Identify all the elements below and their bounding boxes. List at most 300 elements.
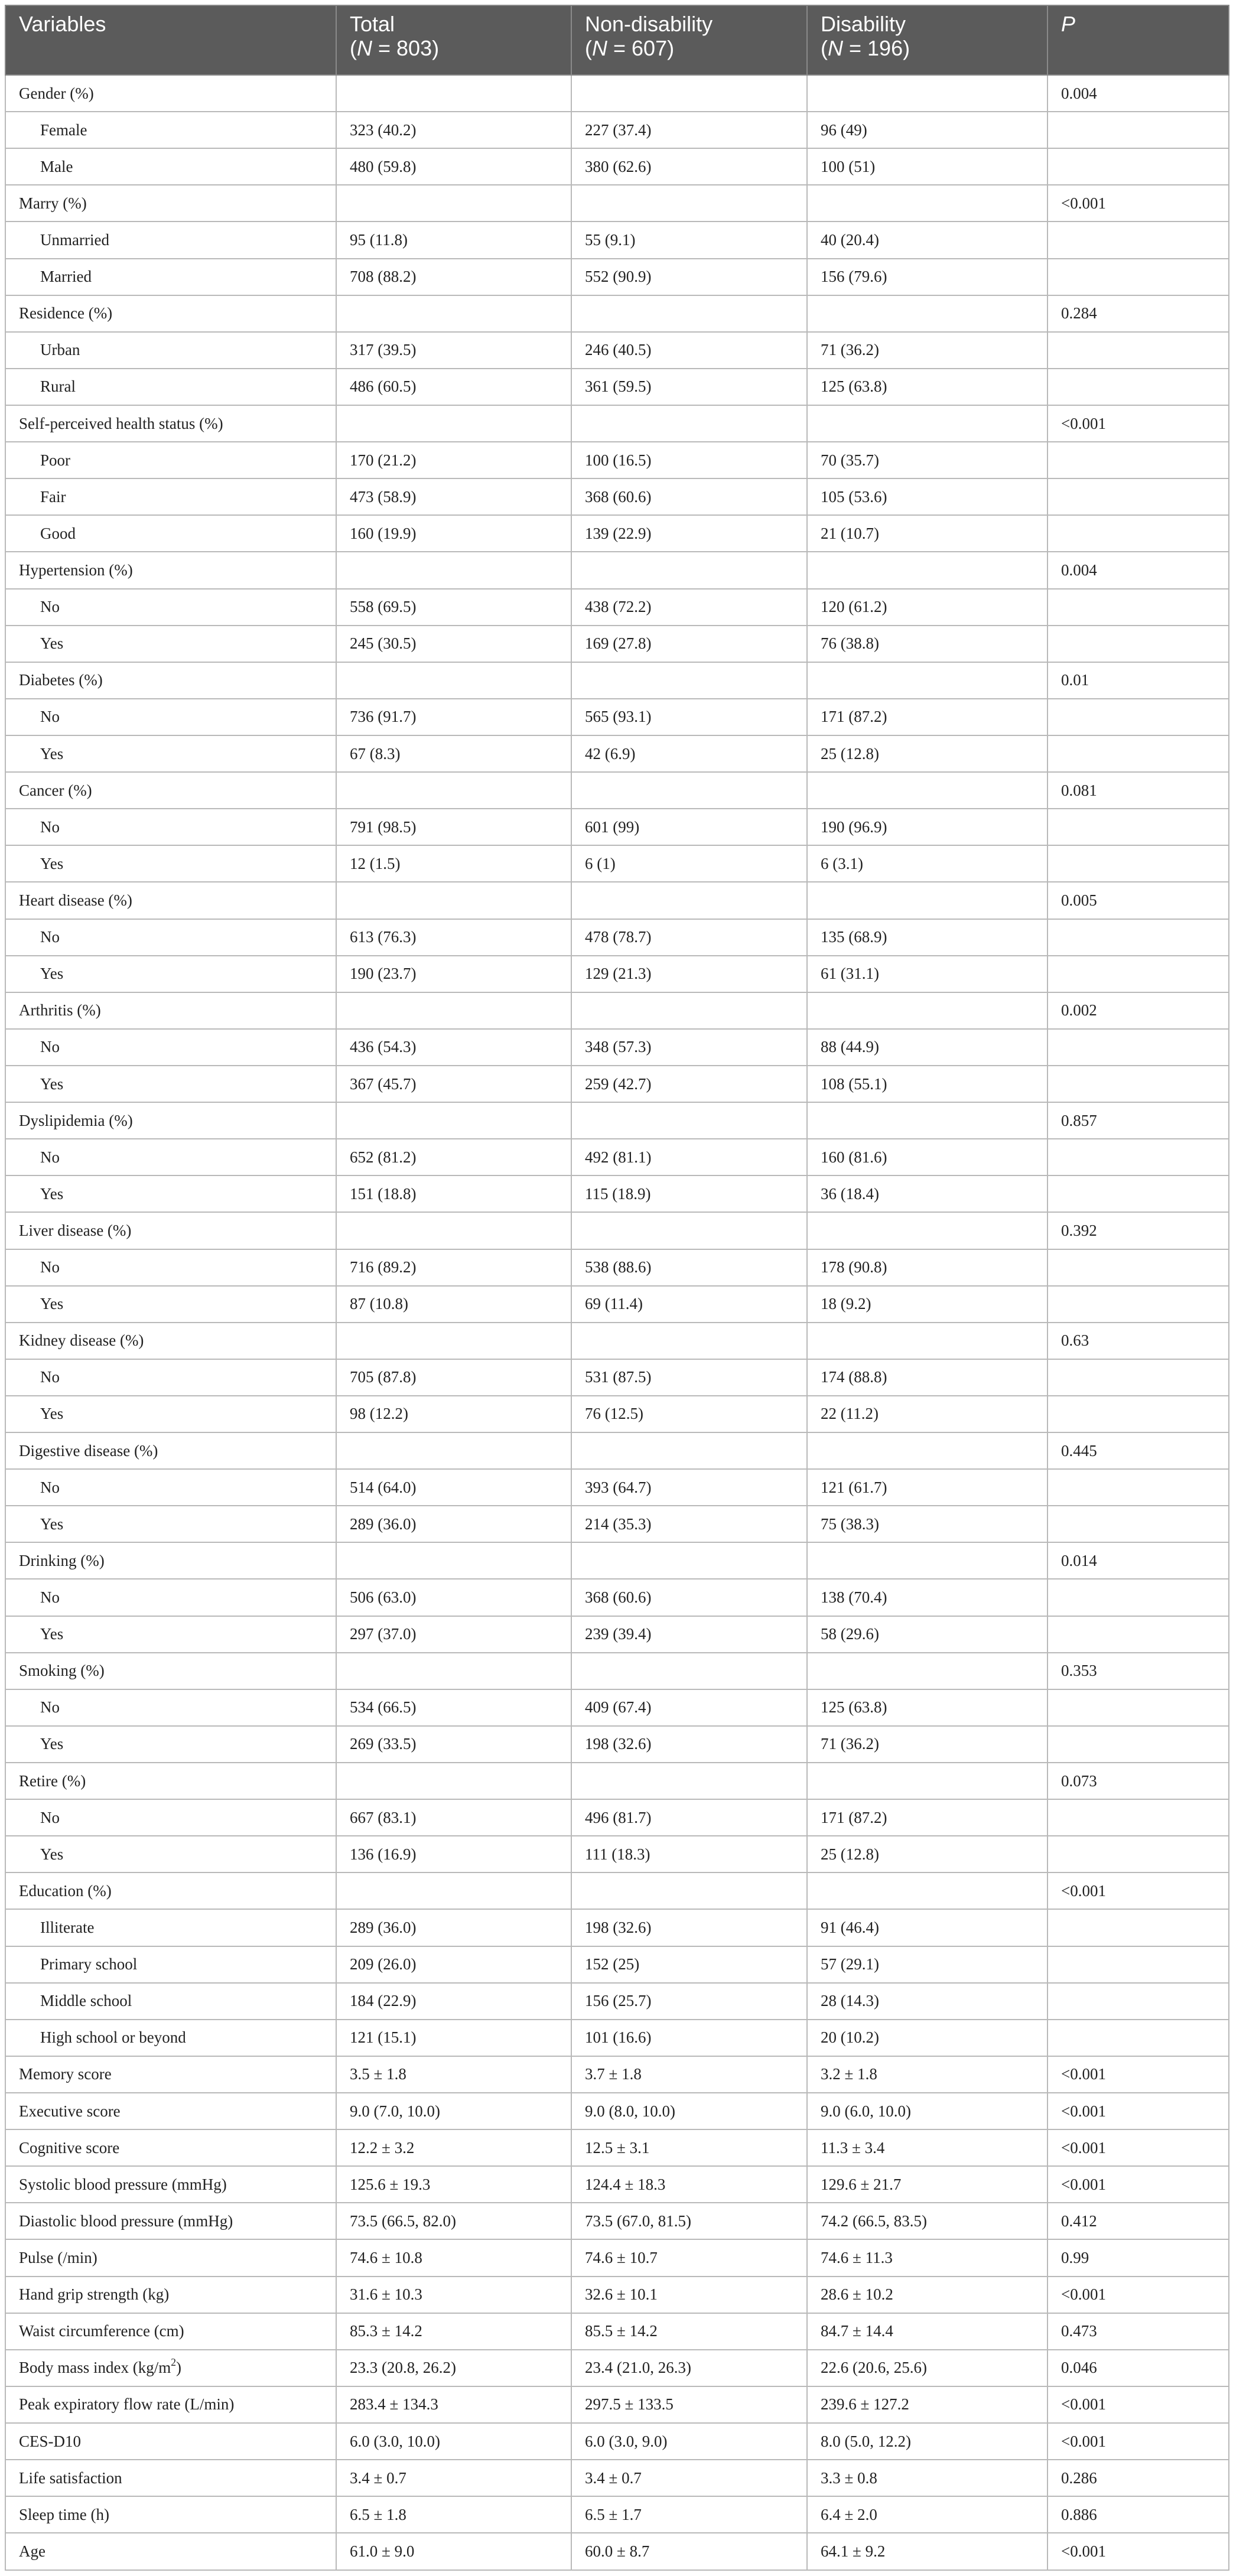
table-row bbox=[5, 405, 1229, 442]
p-value-cell: 0.353 bbox=[1047, 1653, 1229, 1689]
nondisability-cell: 111 (18.3) bbox=[571, 1836, 807, 1872]
nondisability-cell: 198 (32.6) bbox=[571, 1909, 807, 1946]
disability-cell: 6 (3.1) bbox=[807, 845, 1047, 882]
table-row bbox=[5, 185, 1229, 222]
p-value-cell bbox=[1047, 1579, 1229, 1616]
total-cell bbox=[336, 552, 571, 588]
total-cell bbox=[336, 1542, 571, 1579]
table-row bbox=[5, 809, 1229, 845]
total-cell: 6.0 (3.0, 10.0) bbox=[336, 2423, 571, 2460]
disability-cell: 22.6 (20.6, 25.6) bbox=[807, 2350, 1047, 2386]
disability-cell bbox=[807, 1323, 1047, 1359]
table-row bbox=[5, 1946, 1229, 1983]
nondisability-cell: 129 (21.3) bbox=[571, 956, 807, 992]
table-row bbox=[5, 1432, 1229, 1469]
p-value-cell bbox=[1047, 1175, 1229, 1212]
total-cell: 209 (26.0) bbox=[336, 1946, 571, 1983]
table-row bbox=[5, 478, 1229, 515]
total-cell: 289 (36.0) bbox=[336, 1506, 571, 1542]
disability-cell: 9.0 (6.0, 10.0) bbox=[807, 2093, 1047, 2129]
disability-cell bbox=[807, 1653, 1047, 1689]
nondisability-cell: 478 (78.7) bbox=[571, 919, 807, 956]
total-cell: 73.5 (66.5, 82.0) bbox=[336, 2203, 571, 2239]
disability-cell: 178 (90.8) bbox=[807, 1249, 1047, 1286]
total-cell: 9.0 (7.0, 10.0) bbox=[336, 2093, 571, 2129]
disability-cell: 105 (53.6) bbox=[807, 478, 1047, 515]
disability-cell: 156 (79.6) bbox=[807, 259, 1047, 295]
variable-cell: Fair bbox=[5, 478, 336, 515]
p-value-cell: <0.001 bbox=[1047, 2166, 1229, 2203]
disability-cell: 91 (46.4) bbox=[807, 1909, 1047, 1946]
variable-cell: Peak expiratory flow rate (L/min) bbox=[5, 2386, 336, 2423]
nondisability-cell: 297.5 ± 133.5 bbox=[571, 2386, 807, 2423]
table-row bbox=[5, 2166, 1229, 2203]
table-row bbox=[5, 1323, 1229, 1359]
p-value-cell: 0.046 bbox=[1047, 2350, 1229, 2386]
disability-cell: 129.6 ± 21.7 bbox=[807, 2166, 1047, 2203]
disability-cell: 96 (49) bbox=[807, 112, 1047, 148]
table-row bbox=[5, 1653, 1229, 1689]
disability-cell: 76 (38.8) bbox=[807, 626, 1047, 662]
p-value-cell bbox=[1047, 112, 1229, 148]
nondisability-cell: 348 (57.3) bbox=[571, 1029, 807, 1066]
variable-cell: Smoking (%) bbox=[5, 1653, 336, 1689]
disability-cell: 75 (38.3) bbox=[807, 1506, 1047, 1542]
p-value-cell: <0.001 bbox=[1047, 405, 1229, 442]
p-value-cell: 0.284 bbox=[1047, 295, 1229, 332]
p-value-cell bbox=[1047, 1726, 1229, 1763]
total-cell: 506 (63.0) bbox=[336, 1579, 571, 1616]
table-row bbox=[5, 992, 1229, 1029]
total-cell bbox=[336, 1102, 571, 1139]
p-value-cell bbox=[1047, 1286, 1229, 1323]
variable-cell: Kidney disease (%) bbox=[5, 1323, 336, 1359]
disability-cell: 25 (12.8) bbox=[807, 735, 1047, 772]
variable-cell: Illiterate bbox=[5, 1909, 336, 1946]
total-cell: 613 (76.3) bbox=[336, 919, 571, 956]
table-row bbox=[5, 295, 1229, 332]
variable-cell: No bbox=[5, 1139, 336, 1175]
total-cell: 151 (18.8) bbox=[336, 1175, 571, 1212]
table-row bbox=[5, 1763, 1229, 1799]
disability-cell bbox=[807, 405, 1047, 442]
table-row bbox=[5, 75, 1229, 112]
disability-cell bbox=[807, 1872, 1047, 1909]
table-row bbox=[5, 2203, 1229, 2239]
disability-cell bbox=[807, 1212, 1047, 1249]
p-value-cell bbox=[1047, 809, 1229, 845]
total-cell: 67 (8.3) bbox=[336, 735, 571, 772]
table-row bbox=[5, 845, 1229, 882]
nondisability-cell: 380 (62.6) bbox=[571, 148, 807, 185]
table-row bbox=[5, 1616, 1229, 1653]
nondisability-cell: 531 (87.5) bbox=[571, 1359, 807, 1396]
p-value-cell bbox=[1047, 735, 1229, 772]
table-row bbox=[5, 332, 1229, 369]
disability-cell: 100 (51) bbox=[807, 148, 1047, 185]
variable-cell: Poor bbox=[5, 442, 336, 478]
p-value-cell: 0.014 bbox=[1047, 1542, 1229, 1579]
table-row bbox=[5, 369, 1229, 405]
variable-cell: Yes bbox=[5, 956, 336, 992]
total-cell: 323 (40.2) bbox=[336, 112, 571, 148]
total-cell: 160 (19.9) bbox=[336, 515, 571, 552]
total-cell: 558 (69.5) bbox=[336, 589, 571, 626]
table-row bbox=[5, 699, 1229, 735]
variable-cell: Male bbox=[5, 148, 336, 185]
nondisability-cell: 139 (22.9) bbox=[571, 515, 807, 552]
total-cell bbox=[336, 882, 571, 919]
header-nondisability-label: Non-disability bbox=[585, 12, 713, 36]
table-row bbox=[5, 1542, 1229, 1579]
p-value-cell bbox=[1047, 1506, 1229, 1542]
total-cell: 705 (87.8) bbox=[336, 1359, 571, 1396]
variable-cell: Cognitive score bbox=[5, 2129, 336, 2166]
table-row bbox=[5, 2496, 1229, 2533]
p-value-cell bbox=[1047, 478, 1229, 515]
table-row bbox=[5, 442, 1229, 478]
p-value-cell: <0.001 bbox=[1047, 2533, 1229, 2570]
header-disability-label: Disability bbox=[821, 12, 906, 36]
total-cell: 12.2 ± 3.2 bbox=[336, 2129, 571, 2166]
nondisability-cell: 409 (67.4) bbox=[571, 1689, 807, 1726]
variable-cell: Female bbox=[5, 112, 336, 148]
variable-cell: Married bbox=[5, 259, 336, 295]
disability-cell bbox=[807, 1763, 1047, 1799]
variable-cell: Yes bbox=[5, 1836, 336, 1872]
total-cell: 6.5 ± 1.8 bbox=[336, 2496, 571, 2533]
p-value-cell bbox=[1047, 1249, 1229, 1286]
variable-cell: No bbox=[5, 1249, 336, 1286]
nondisability-cell: 74.6 ± 10.7 bbox=[571, 2239, 807, 2276]
p-value-cell bbox=[1047, 1616, 1229, 1653]
total-cell: 3.4 ± 0.7 bbox=[336, 2460, 571, 2496]
nondisability-cell: 124.4 ± 18.3 bbox=[571, 2166, 807, 2203]
disability-cell: 239.6 ± 127.2 bbox=[807, 2386, 1047, 2423]
p-value-cell bbox=[1047, 845, 1229, 882]
table-row bbox=[5, 1506, 1229, 1542]
disability-cell: 88 (44.9) bbox=[807, 1029, 1047, 1066]
disability-cell bbox=[807, 882, 1047, 919]
variable-cell: No bbox=[5, 1579, 336, 1616]
variable-cell: CES-D10 bbox=[5, 2423, 336, 2460]
variable-cell: Yes bbox=[5, 1506, 336, 1542]
nondisability-cell bbox=[571, 1323, 807, 1359]
nondisability-cell bbox=[571, 552, 807, 588]
nondisability-cell: 6 (1) bbox=[571, 845, 807, 882]
p-value-cell: <0.001 bbox=[1047, 2423, 1229, 2460]
variable-cell: No bbox=[5, 1359, 336, 1396]
disability-cell bbox=[807, 185, 1047, 222]
p-value-cell: 0.073 bbox=[1047, 1763, 1229, 1799]
nondisability-cell: 100 (16.5) bbox=[571, 442, 807, 478]
variable-cell: Yes bbox=[5, 1175, 336, 1212]
p-value-cell: 0.63 bbox=[1047, 1323, 1229, 1359]
total-cell: 85.3 ± 14.2 bbox=[336, 2313, 571, 2350]
variable-cell: Pulse (/min) bbox=[5, 2239, 336, 2276]
nondisability-cell: 565 (93.1) bbox=[571, 699, 807, 735]
nondisability-cell: 85.5 ± 14.2 bbox=[571, 2313, 807, 2350]
nondisability-cell bbox=[571, 882, 807, 919]
table-row bbox=[5, 1249, 1229, 1286]
total-cell: 125.6 ± 19.3 bbox=[336, 2166, 571, 2203]
table-row bbox=[5, 2313, 1229, 2350]
variable-cell: No bbox=[5, 919, 336, 956]
variable-cell: Sleep time (h) bbox=[5, 2496, 336, 2533]
nondisability-cell: 73.5 (67.0, 81.5) bbox=[571, 2203, 807, 2239]
table-row bbox=[5, 772, 1229, 809]
variable-cell: Diastolic blood pressure (mmHg) bbox=[5, 2203, 336, 2239]
total-cell: 367 (45.7) bbox=[336, 1066, 571, 1102]
disability-cell: 125 (63.8) bbox=[807, 369, 1047, 405]
disability-cell: 22 (11.2) bbox=[807, 1396, 1047, 1432]
p-value-cell: 0.99 bbox=[1047, 2239, 1229, 2276]
header-total-label: Total bbox=[350, 12, 395, 36]
p-value-cell: 0.286 bbox=[1047, 2460, 1229, 2496]
total-cell: 74.6 ± 10.8 bbox=[336, 2239, 571, 2276]
variable-cell: No bbox=[5, 1469, 336, 1506]
table-row bbox=[5, 1029, 1229, 1066]
table-row bbox=[5, 222, 1229, 258]
total-cell: 283.4 ± 134.3 bbox=[336, 2386, 571, 2423]
p-value-cell: <0.001 bbox=[1047, 2093, 1229, 2129]
nondisability-cell: 101 (16.6) bbox=[571, 2020, 807, 2056]
disability-cell: 125 (63.8) bbox=[807, 1689, 1047, 1726]
table-row bbox=[5, 1689, 1229, 1726]
variable-cell: Memory score bbox=[5, 2056, 336, 2093]
disability-cell: 11.3 ± 3.4 bbox=[807, 2129, 1047, 2166]
variable-cell: Body mass index $(kg/m^2)$ bbox=[5, 2350, 336, 2386]
variable-cell: Yes bbox=[5, 1726, 336, 1763]
total-cell: 667 (83.1) bbox=[336, 1799, 571, 1836]
nondisability-cell bbox=[571, 772, 807, 809]
total-cell: 436 (54.3) bbox=[336, 1029, 571, 1066]
variable-cell: Systolic blood pressure (mmHg) bbox=[5, 2166, 336, 2203]
total-cell: 486 (60.5) bbox=[336, 369, 571, 405]
table-row bbox=[5, 2020, 1229, 2056]
total-cell: 791 (98.5) bbox=[336, 809, 571, 845]
disability-cell: 120 (61.2) bbox=[807, 589, 1047, 626]
disability-cell: 171 (87.2) bbox=[807, 1799, 1047, 1836]
total-cell: 61.0 ± 9.0 bbox=[336, 2533, 571, 2570]
nondisability-cell bbox=[571, 1653, 807, 1689]
disability-cell: 84.7 ± 14.4 bbox=[807, 2313, 1047, 2350]
disability-cell: 135 (68.9) bbox=[807, 919, 1047, 956]
variable-cell: Yes bbox=[5, 845, 336, 882]
disability-cell: 61 (31.1) bbox=[807, 956, 1047, 992]
table-row bbox=[5, 2093, 1229, 2129]
nondisability-cell bbox=[571, 185, 807, 222]
variable-cell: Unmarried bbox=[5, 222, 336, 258]
disability-cell: 18 (9.2) bbox=[807, 1286, 1047, 1323]
nondisability-cell bbox=[571, 662, 807, 699]
variable-cell: Good bbox=[5, 515, 336, 552]
total-cell: 245 (30.5) bbox=[336, 626, 571, 662]
p-value-cell: 0.445 bbox=[1047, 1432, 1229, 1469]
variable-cell: Yes bbox=[5, 1396, 336, 1432]
total-cell: 121 (15.1) bbox=[336, 2020, 571, 2056]
disability-cell bbox=[807, 75, 1047, 112]
disability-cell: 74.6 ± 11.3 bbox=[807, 2239, 1047, 2276]
p-value-cell bbox=[1047, 1066, 1229, 1102]
nondisability-cell: 368 (60.6) bbox=[571, 478, 807, 515]
nondisability-cell: 156 (25.7) bbox=[571, 1983, 807, 2020]
nondisability-cell: 69 (11.4) bbox=[571, 1286, 807, 1323]
disability-cell: 58 (29.6) bbox=[807, 1616, 1047, 1653]
total-cell: 98 (12.2) bbox=[336, 1396, 571, 1432]
table-row bbox=[5, 2533, 1229, 2570]
disability-cell bbox=[807, 662, 1047, 699]
table-row bbox=[5, 112, 1229, 148]
table-row bbox=[5, 259, 1229, 295]
header-row bbox=[5, 5, 1229, 75]
table-row bbox=[5, 2277, 1229, 2313]
disability-cell: 40 (20.4) bbox=[807, 222, 1047, 258]
nondisability-cell: 438 (72.2) bbox=[571, 589, 807, 626]
variable-cell: Cancer (%) bbox=[5, 772, 336, 809]
disability-cell: 21 (10.7) bbox=[807, 515, 1047, 552]
disability-cell bbox=[807, 552, 1047, 588]
nondisability-cell bbox=[571, 75, 807, 112]
variable-cell: Urban bbox=[5, 332, 336, 369]
header-nondisability-n: (N = 607) bbox=[585, 36, 675, 61]
disability-cell: 171 (87.2) bbox=[807, 699, 1047, 735]
disability-cell: 174 (88.8) bbox=[807, 1359, 1047, 1396]
nondisability-cell: 538 (88.6) bbox=[571, 1249, 807, 1286]
disability-cell: 71 (36.2) bbox=[807, 332, 1047, 369]
p-value-cell bbox=[1047, 1469, 1229, 1506]
nondisability-cell: 9.0 (8.0, 10.0) bbox=[571, 2093, 807, 2129]
variable-cell: No bbox=[5, 1689, 336, 1726]
total-cell bbox=[336, 772, 571, 809]
total-cell: 708 (88.2) bbox=[336, 259, 571, 295]
total-cell bbox=[336, 662, 571, 699]
disability-cell: 28 (14.3) bbox=[807, 1983, 1047, 2020]
total-cell bbox=[336, 1323, 571, 1359]
p-value-cell: 0.473 bbox=[1047, 2313, 1229, 2350]
total-cell: 170 (21.2) bbox=[336, 442, 571, 478]
disability-cell: 57 (29.1) bbox=[807, 1946, 1047, 1983]
total-cell: 184 (22.9) bbox=[336, 1983, 571, 2020]
total-cell bbox=[336, 1872, 571, 1909]
nondisability-cell: 259 (42.7) bbox=[571, 1066, 807, 1102]
variable-cell: No bbox=[5, 1029, 336, 1066]
p-value-cell bbox=[1047, 1396, 1229, 1432]
table-row bbox=[5, 2350, 1229, 2386]
total-cell: 87 (10.8) bbox=[336, 1286, 571, 1323]
disability-cell bbox=[807, 1102, 1047, 1139]
total-cell: 297 (37.0) bbox=[336, 1616, 571, 1653]
p-value-cell: <0.001 bbox=[1047, 2129, 1229, 2166]
table-row bbox=[5, 662, 1229, 699]
p-value-cell bbox=[1047, 442, 1229, 478]
nondisability-cell: 76 (12.5) bbox=[571, 1396, 807, 1432]
variable-cell: Gender (%) bbox=[5, 75, 336, 112]
variable-cell: Arthritis (%) bbox=[5, 992, 336, 1029]
variable-cell: Yes bbox=[5, 1286, 336, 1323]
nondisability-cell bbox=[571, 992, 807, 1029]
disability-cell: 20 (10.2) bbox=[807, 2020, 1047, 2056]
p-value-cell bbox=[1047, 222, 1229, 258]
total-cell: 95 (11.8) bbox=[336, 222, 571, 258]
p-value-cell bbox=[1047, 259, 1229, 295]
p-value-cell: 0.412 bbox=[1047, 2203, 1229, 2239]
table-row bbox=[5, 1175, 1229, 1212]
table-row bbox=[5, 552, 1229, 588]
nondisability-cell bbox=[571, 1432, 807, 1469]
nondisability-cell bbox=[571, 1542, 807, 1579]
nondisability-cell: 198 (32.6) bbox=[571, 1726, 807, 1763]
table-row bbox=[5, 626, 1229, 662]
table-body bbox=[5, 75, 1229, 2570]
table-row bbox=[5, 515, 1229, 552]
table-row bbox=[5, 1909, 1229, 1946]
table-row bbox=[5, 1726, 1229, 1763]
variable-cell: Heart disease (%) bbox=[5, 882, 336, 919]
characteristics-table bbox=[5, 5, 1229, 2571]
table-row bbox=[5, 589, 1229, 626]
table-row bbox=[5, 1286, 1229, 1323]
variable-cell: Drinking (%) bbox=[5, 1542, 336, 1579]
p-value-cell bbox=[1047, 1983, 1229, 2020]
table-row bbox=[5, 1139, 1229, 1175]
nondisability-cell: 169 (27.8) bbox=[571, 626, 807, 662]
disability-cell: 36 (18.4) bbox=[807, 1175, 1047, 1212]
table-row bbox=[5, 2239, 1229, 2276]
total-cell bbox=[336, 1212, 571, 1249]
p-value-cell: <0.001 bbox=[1047, 1872, 1229, 1909]
p-value-cell bbox=[1047, 1946, 1229, 1983]
nondisability-cell: 3.4 ± 0.7 bbox=[571, 2460, 807, 2496]
p-value-cell: 0.005 bbox=[1047, 882, 1229, 919]
p-value-cell bbox=[1047, 1909, 1229, 1946]
table-row bbox=[5, 919, 1229, 956]
p-value-cell: 0.002 bbox=[1047, 992, 1229, 1029]
header-nondisability bbox=[571, 5, 807, 75]
total-cell: 480 (59.8) bbox=[336, 148, 571, 185]
p-value-cell: 0.004 bbox=[1047, 75, 1229, 112]
total-cell: 269 (33.5) bbox=[336, 1726, 571, 1763]
disability-cell: 28.6 ± 10.2 bbox=[807, 2277, 1047, 2313]
variable-cell: Rural bbox=[5, 369, 336, 405]
table-row bbox=[5, 882, 1229, 919]
nondisability-cell bbox=[571, 1212, 807, 1249]
nondisability-cell: 55 (9.1) bbox=[571, 222, 807, 258]
table-row bbox=[5, 148, 1229, 185]
variable-cell: No bbox=[5, 589, 336, 626]
total-cell bbox=[336, 1763, 571, 1799]
variable-cell: Middle school bbox=[5, 1983, 336, 2020]
total-cell: 736 (91.7) bbox=[336, 699, 571, 735]
table-row bbox=[5, 1066, 1229, 1102]
header-total-n: (N = 803) bbox=[350, 36, 440, 61]
p-value-cell: 0.004 bbox=[1047, 552, 1229, 588]
variable-cell: Primary school bbox=[5, 1946, 336, 1983]
variable-cell: Education (%) bbox=[5, 1872, 336, 1909]
total-cell: 3.5 ± 1.8 bbox=[336, 2056, 571, 2093]
p-value-cell bbox=[1047, 2020, 1229, 2056]
p-value-cell bbox=[1047, 148, 1229, 185]
variable-cell: Liver disease (%) bbox=[5, 1212, 336, 1249]
disability-cell bbox=[807, 992, 1047, 1029]
total-cell: 473 (58.9) bbox=[336, 478, 571, 515]
p-value-cell bbox=[1047, 1139, 1229, 1175]
nondisability-cell: 3.7 ± 1.8 bbox=[571, 2056, 807, 2093]
variable-cell: Residence (%) bbox=[5, 295, 336, 332]
nondisability-cell: 60.0 ± 8.7 bbox=[571, 2533, 807, 2570]
total-cell: 23.3 (20.8, 26.2) bbox=[336, 2350, 571, 2386]
nondisability-cell: 361 (59.5) bbox=[571, 369, 807, 405]
